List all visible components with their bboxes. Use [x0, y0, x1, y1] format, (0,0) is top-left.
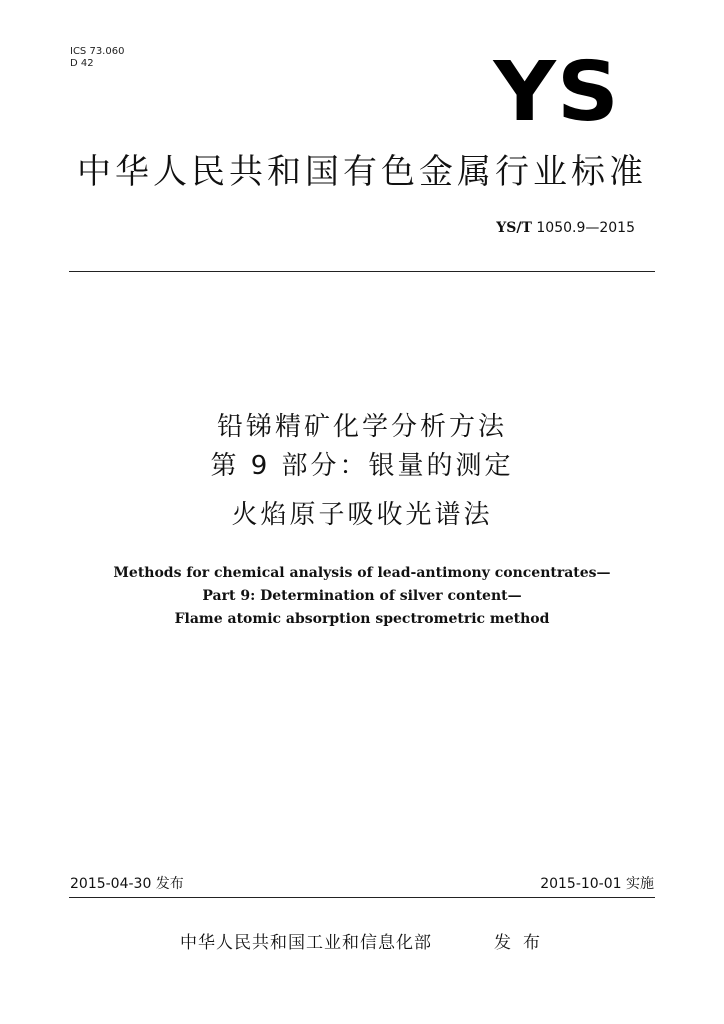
publication-date: 2015-04-30 发布 [70, 876, 184, 892]
issuing-authority: 中华人民共和国工业和信息化部 [180, 933, 432, 953]
standard-number [496, 219, 635, 237]
standard-logo: YS [493, 45, 620, 140]
title-cn-line-3: 火焰原子吸收光谱法 [231, 500, 493, 530]
standard-number-code: 1050.9—2015 [536, 220, 635, 236]
implementation-date: 2015-10-01 实施 [540, 876, 654, 892]
title-cn-line-1: 铅锑精矿化学分析方法 [216, 412, 507, 442]
ccs-code: D 42 [70, 58, 94, 69]
title-en-line-3: Flame atomic absorption spectrometric method [174, 611, 550, 627]
issue-label: 发布 [494, 933, 552, 953]
standard-category: 中华人民共和国有色金属行业标准 [77, 152, 647, 192]
standard-number-prefix: YS/T [496, 220, 532, 236]
header-divider [69, 271, 655, 272]
ics-code: ICS 73.060 [70, 46, 125, 57]
footer-divider [69, 897, 655, 898]
title-en-line-1: Methods for chemical analysis of lead-antimony concentrates— [113, 565, 611, 581]
title-en-line-2: Part 9: Determination of silver content— [202, 588, 522, 604]
title-cn-line-2: 第 9 部分：银量的测定 [210, 451, 514, 481]
